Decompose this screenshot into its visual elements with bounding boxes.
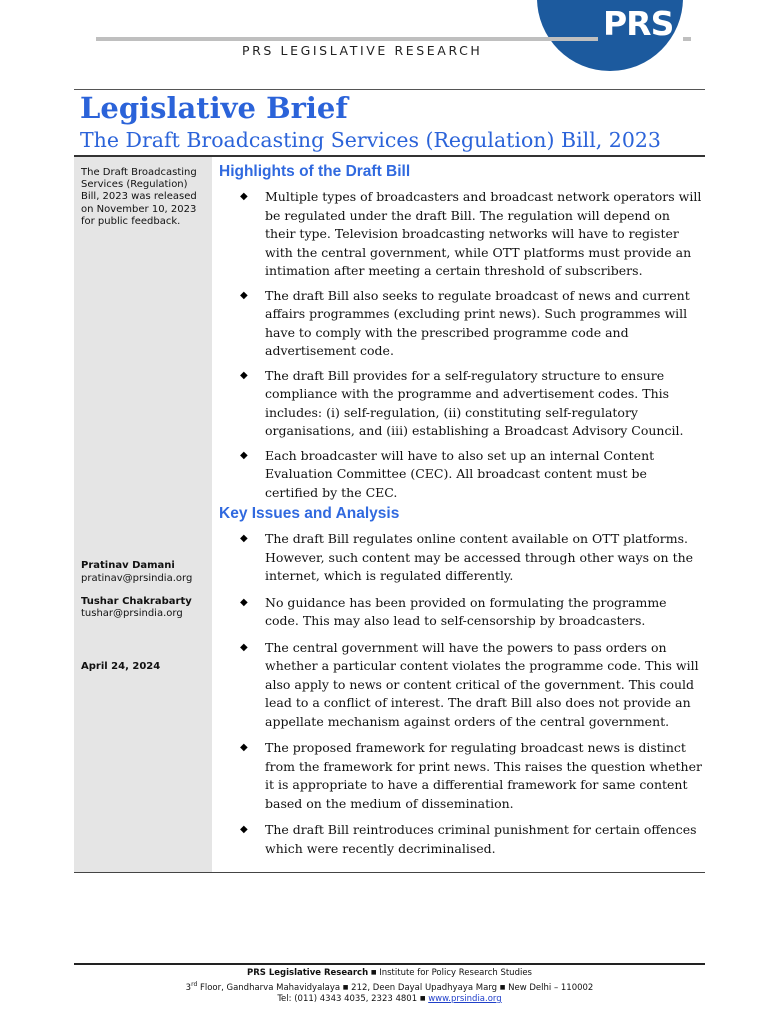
sidebar-note-line: Bill, 2023 was released bbox=[81, 191, 197, 203]
prs-logo-text: PRS bbox=[603, 4, 674, 43]
header-rule bbox=[96, 37, 598, 41]
footer-tel: Tel: (011) 4343 4035, 2323 4801 bbox=[277, 994, 418, 1004]
highlights-list bbox=[240, 188, 702, 502]
bullet-diamond-icon: ◆ bbox=[240, 641, 248, 653]
publication-date: April 24, 2024 bbox=[81, 661, 161, 672]
author-email: pratinav@prsindia.org bbox=[81, 573, 193, 584]
bullet-diamond-icon: ◆ bbox=[240, 369, 248, 381]
bullet-text: The draft Bill regulates online content available on OTT platforms. However, such content may be accessed through other ways on the internet, which is regulated differently. bbox=[265, 531, 694, 583]
footer-website-link[interactable]: www.prsindia.org bbox=[428, 994, 502, 1004]
list-item bbox=[240, 367, 702, 441]
title-top-rule bbox=[74, 89, 705, 90]
list-item bbox=[240, 739, 702, 813]
list-item bbox=[240, 594, 702, 631]
bullet-text: Multiple types of broadcasters and broadcast network operators will be regulated under the draft Bill. The regulation will depend on their type. Television broadcasting networks will have to register with the central government, while OTT platforms must provide an intimation after meeting a certain threshold of subscribers. bbox=[265, 189, 702, 278]
bullet-text: The draft Bill provides for a self-regulatory structure to ensure compliance with the programme and advertisement codes. This includes: (i) self-regulation, (ii) constituting self-regulatory organisations, and (iii) establishing a Broadcast Advisory Council. bbox=[265, 367, 684, 438]
footer-separator: ■ bbox=[370, 969, 377, 976]
bullet-text: No guidance has been provided on formulating the programme code. This may also lead to self-censorship by broadcasters. bbox=[265, 594, 667, 628]
page-subtitle: The Draft Broadcasting Services (Regulation) Bill, 2023 bbox=[80, 128, 661, 152]
issues-list bbox=[240, 530, 702, 858]
footer-floor-sup: rd bbox=[191, 981, 198, 988]
bullet-diamond-icon: ◆ bbox=[240, 596, 248, 608]
author-name: Pratinav Damani bbox=[81, 560, 175, 571]
bullet-text: The central government will have the powers to pass orders on whether a particular content violates the programme code. This will also apply to news or content critical of the government. This could lead to a conflict of interest. The draft Bill also does not provide an appellate mechanism against orders of the central government. bbox=[265, 639, 699, 729]
footer-floor: Floor, Gandharva Mahavidyalaya bbox=[197, 982, 341, 993]
list-item bbox=[240, 188, 702, 281]
footer-separator: ■ bbox=[342, 983, 349, 991]
author-name: Tushar Chakrabarty bbox=[81, 596, 192, 607]
content-bottom-rule bbox=[74, 872, 705, 873]
sidebar bbox=[74, 157, 212, 872]
bullet-text: Each broadcaster will have to also set up an internal Content Evaluation Committee (CEC). All broadcast content must be certified by the CEC. bbox=[265, 447, 655, 500]
header-org-name: PRS LEGISLATIVE RESEARCH bbox=[242, 43, 483, 58]
footer-street: 212, Deen Dayal Upadhyaya Marg bbox=[351, 982, 498, 993]
bullet-text: The draft Bill also seeks to regulate broadcast of news and current affairs programmes (excluding print news). Such programmes will have to comply with the prescribed programme code and advertisement code. bbox=[265, 287, 690, 358]
bullet-diamond-icon: ◆ bbox=[240, 449, 248, 461]
bullet-diamond-icon: ◆ bbox=[240, 824, 248, 835]
footer-separator: ■ bbox=[419, 995, 426, 1002]
footer-floor-num: 3 bbox=[185, 982, 192, 993]
bullet-text: The proposed framework for regulating broadcast news is distinct from the framework for print news. This raises the question whether it is appropriate to have a differential framework for same content based on the medium of dissemination. bbox=[265, 740, 702, 811]
sidebar-note bbox=[81, 167, 209, 228]
sidebar-note-line: The Draft Broadcasting bbox=[81, 167, 197, 178]
sidebar-note-line: on November 10, 2023 bbox=[81, 203, 197, 215]
page-title: Legislative Brief bbox=[80, 91, 348, 125]
footer-separator: ■ bbox=[499, 983, 506, 991]
footer-rule bbox=[74, 963, 705, 965]
list-item bbox=[240, 287, 702, 361]
bullet-text: The draft Bill reintroduces criminal punishment for certain offences which were recently decriminalised. bbox=[265, 822, 697, 856]
list-item bbox=[240, 821, 702, 858]
footer-city: New Delhi – 110002 bbox=[508, 982, 594, 993]
list-item bbox=[240, 530, 702, 586]
sidebar-note-line: Services (Regulation) bbox=[81, 179, 188, 191]
bullet-diamond-icon: ◆ bbox=[240, 533, 248, 544]
sidebar-note-line: for public feedback. bbox=[81, 215, 181, 227]
bullet-diamond-icon: ◆ bbox=[240, 191, 248, 202]
footer-line-org bbox=[74, 968, 705, 978]
author-email: tushar@prsindia.org bbox=[81, 608, 183, 619]
footer-line-address bbox=[74, 981, 705, 993]
footer-institute: Institute for Policy Research Studies bbox=[379, 968, 532, 978]
issues-heading: Key Issues and Analysis bbox=[219, 505, 400, 522]
list-item bbox=[240, 639, 702, 732]
footer-org: PRS Legislative Research bbox=[247, 968, 369, 978]
footer-line-contact bbox=[74, 994, 705, 1004]
bullet-diamond-icon: ◆ bbox=[240, 289, 248, 301]
bullet-diamond-icon: ◆ bbox=[240, 742, 248, 753]
highlights-heading: Highlights of the Draft Bill bbox=[219, 163, 411, 180]
header-rule-right bbox=[683, 37, 691, 41]
list-item bbox=[240, 447, 702, 503]
